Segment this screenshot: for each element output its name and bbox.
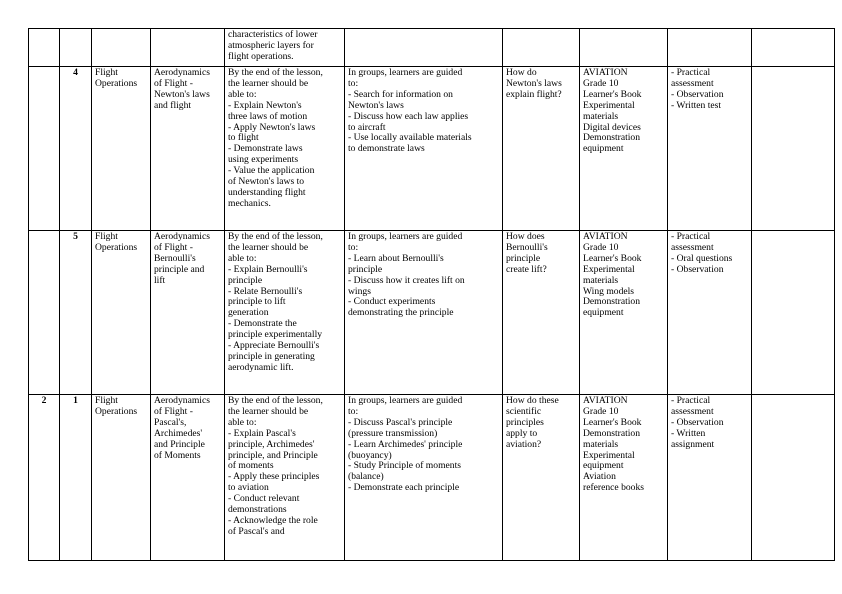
cell-text-line: equipment: [583, 143, 624, 155]
cell-text-line: demonstrating the principle: [348, 307, 454, 319]
cell-text-line: Demonstration: [583, 296, 641, 308]
cell-text-line: to:: [348, 77, 359, 89]
cell-text-line: - Practical: [671, 395, 711, 406]
cell-text-line: - Demonstrate laws: [228, 143, 303, 155]
cell-text-line: - Observation: [671, 263, 724, 275]
cell-text-line: Grade 10: [583, 241, 619, 253]
cell-text-line: AVIATION: [583, 395, 628, 406]
assessment-methods-cell: [668, 395, 752, 561]
week-cell: [29, 29, 60, 67]
cell-text-line: - Explain Newton's: [228, 99, 302, 111]
cell-text-line: scientific: [506, 405, 542, 417]
cell-text-line: - Discuss how each law applies: [348, 110, 469, 122]
cell-text-line: - Written test: [671, 99, 722, 111]
strand-cell: [92, 395, 151, 561]
cell-text-line: and flight: [154, 99, 192, 111]
cell-text-line: - Demonstrate each principle: [348, 482, 460, 494]
learning-outcomes-cell: [225, 231, 345, 395]
cell-text-line: principle experimentally: [228, 329, 323, 341]
learning-outcomes-cell: [225, 29, 345, 67]
cell-text-line: materials: [583, 110, 619, 122]
cell-text-line: - Appreciate Bernoulli's: [228, 340, 320, 352]
cell-text-line: flight operations.: [228, 50, 294, 62]
cell-text-line: - Relate Bernoulli's: [228, 285, 303, 297]
cell-text-line: How do: [506, 67, 537, 78]
cell-text-line: - Learn about Bernoulli's: [348, 252, 444, 264]
cell-text-line: principle and: [154, 263, 205, 275]
learning-resources-cell: [580, 231, 668, 395]
cell-text-line: - Search for information on: [348, 88, 453, 100]
cell-text-line: the learner should be: [228, 77, 309, 89]
cell-text-line: Flight: [95, 395, 118, 406]
cell-text-line: explain flight?: [506, 88, 562, 100]
cell-text-line: apply to: [506, 427, 538, 439]
cell-text-line: Newton's laws: [506, 77, 562, 89]
cell-text-line: assessment: [671, 77, 714, 89]
cell-text-line: How do these: [506, 395, 559, 406]
strand-cell: [92, 29, 151, 67]
cell-text-line: - Conduct experiments: [348, 296, 436, 308]
cell-text-line: Aerodynamics: [154, 231, 210, 242]
cell-text-line: assessment: [671, 241, 714, 253]
cell-text-line: Operations: [95, 405, 138, 417]
cell-text-line: - Study Principle of moments: [348, 460, 461, 472]
cell-text-line: Aerodynamics: [154, 395, 210, 406]
cell-text-line: - Acknowledge the role: [228, 514, 318, 526]
cell-text-line: able to:: [228, 88, 257, 100]
table-row: [29, 67, 835, 231]
learning-experiences-cell: [345, 231, 503, 395]
cell-text-line: Wing models: [583, 285, 635, 297]
cell-text-line: (balance): [348, 471, 384, 483]
key-inquiry-question-cell: [503, 67, 580, 231]
cell-text-line: Flight: [95, 231, 118, 242]
reflection-cell: [752, 29, 835, 67]
cell-text-line: In groups, learners are guided: [348, 395, 463, 406]
learning-outcomes-cell: [225, 67, 345, 231]
sub-strand-cell: [151, 29, 225, 67]
strand-cell: [92, 231, 151, 395]
cell-text-line: materials: [583, 438, 619, 450]
cell-text-line: Demonstration: [583, 132, 641, 144]
cell-text-line: Operations: [95, 77, 138, 89]
cell-text-line: equipment: [583, 307, 624, 319]
cell-text-line: - Explain Bernoulli's: [228, 263, 308, 275]
cell-text-line: able to:: [228, 252, 257, 264]
cell-text-line: of Flight -: [154, 405, 193, 417]
cell-text-line: of Newton's laws to: [228, 176, 305, 188]
key-inquiry-question-cell: [503, 29, 580, 67]
cell-text-line: In groups, learners are guided: [348, 231, 463, 242]
table-body: [29, 29, 835, 561]
cell-text-line: principle: [348, 263, 383, 275]
cell-text-line: By the end of the lesson,: [228, 395, 323, 406]
cell-text-line: assessment: [671, 405, 714, 417]
cell-text-line: - Discuss Pascal's principle: [348, 416, 453, 428]
cell-text-line: to aviation: [228, 482, 269, 494]
cell-text-line: equipment: [583, 460, 624, 472]
cell-text-line: to:: [348, 241, 359, 253]
cell-text-line: Experimental: [583, 99, 635, 111]
cell-text-line: Archimedes': [154, 427, 203, 439]
cell-text-line: principles: [506, 416, 544, 428]
cell-text-line: Learner's Book: [583, 252, 642, 264]
cell-text-line: able to:: [228, 416, 257, 428]
cell-text-line: create lift?: [506, 263, 547, 275]
cell-text-line: characteristics of lower: [228, 29, 318, 40]
learning-resources-cell: [580, 395, 668, 561]
cell-text-line: - Explain Pascal's: [228, 427, 296, 439]
cell-text-line: wings: [348, 285, 371, 297]
cell-text-line: - Practical: [671, 231, 711, 242]
cell-text-line: - Apply Newton's laws: [228, 121, 316, 133]
cell-text-line: - Value the application: [228, 165, 315, 177]
cell-text-line: aerodynamic lift.: [228, 361, 294, 373]
cell-text-line: Grade 10: [583, 405, 619, 417]
lesson-cell: 5: [60, 231, 92, 395]
cell-text-line: of Moments: [154, 449, 201, 461]
learning-experiences-cell: [345, 29, 503, 67]
cell-text-line: three laws of motion: [228, 110, 308, 122]
cell-text-line: - Observation: [671, 416, 724, 428]
cell-text-line: lift: [154, 274, 166, 286]
cell-text-line: Digital devices: [583, 121, 641, 133]
reflection-cell: [752, 231, 835, 395]
week-cell: [29, 67, 60, 231]
table-row: [29, 29, 835, 67]
cell-text-line: Flight: [95, 67, 118, 78]
cell-text-line: atmospheric layers for: [228, 39, 314, 51]
cell-text-line: Operations: [95, 241, 138, 253]
cell-text-line: to demonstrate laws: [348, 143, 425, 155]
cell-text-line: - Discuss how it creates lift on: [348, 274, 465, 286]
cell-text-line: By the end of the lesson,: [228, 231, 323, 242]
cell-text-line: - Practical: [671, 67, 711, 78]
learning-experiences-cell: [345, 67, 503, 231]
cell-text-line: AVIATION: [583, 67, 628, 78]
learning-experiences-cell: [345, 395, 503, 561]
assessment-methods-cell: [668, 29, 752, 67]
cell-text-line: of Flight -: [154, 241, 193, 253]
week-cell: [29, 231, 60, 395]
cell-text-line: Learner's Book: [583, 88, 642, 100]
lesson-cell: [60, 29, 92, 67]
key-inquiry-question-cell: [503, 395, 580, 561]
cell-text-line: Experimental: [583, 263, 635, 275]
learning-outcomes-cell: [225, 395, 345, 561]
cell-text-line: principle to lift: [228, 296, 286, 308]
learning-resources-cell: [580, 29, 668, 67]
cell-text-line: Newton's laws: [154, 88, 210, 100]
cell-text-line: of Pascal's and: [228, 525, 285, 537]
cell-text-line: (buoyancy): [348, 449, 392, 461]
scheme-of-work-table: [28, 28, 835, 561]
cell-text-line: - Conduct relevant: [228, 493, 300, 505]
reflection-cell: [752, 67, 835, 231]
cell-text-line: By the end of the lesson,: [228, 67, 323, 78]
cell-text-line: materials: [583, 274, 619, 286]
cell-text-line: to:: [348, 405, 359, 417]
assessment-methods-cell: [668, 231, 752, 395]
cell-text-line: Learner's Book: [583, 416, 642, 428]
cell-text-line: understanding flight: [228, 186, 306, 198]
cell-text-line: mechanics.: [228, 197, 271, 209]
key-inquiry-question-cell: [503, 231, 580, 395]
sub-strand-cell: [151, 231, 225, 395]
lesson-cell: 4: [60, 67, 92, 231]
table-row: [29, 231, 835, 395]
cell-text-line: Newton's laws: [348, 99, 404, 111]
learning-resources-cell: [580, 67, 668, 231]
cell-text-line: Aviation: [583, 471, 616, 483]
cell-text-line: aviation?: [506, 438, 542, 450]
lesson-cell: 1: [60, 395, 92, 561]
cell-text-line: Bernoulli's: [506, 241, 548, 253]
cell-text-line: demonstrations: [228, 504, 287, 516]
reflection-cell: [752, 395, 835, 561]
cell-text-line: In groups, learners are guided: [348, 67, 463, 78]
cell-text-line: Grade 10: [583, 77, 619, 89]
cell-text-line: - Learn Archimedes' principle: [348, 438, 463, 450]
cell-text-line: Demonstration: [583, 427, 641, 439]
cell-text-line: of moments: [228, 460, 274, 472]
cell-text-line: of Flight -: [154, 77, 193, 89]
cell-text-line: to flight: [228, 132, 259, 144]
cell-text-line: principle, Archimedes': [228, 438, 315, 450]
sub-strand-cell: [151, 395, 225, 561]
cell-text-line: principle, and Principle: [228, 449, 318, 461]
cell-text-line: - Written: [671, 427, 706, 439]
sub-strand-cell: [151, 67, 225, 231]
cell-text-line: principle: [228, 274, 263, 286]
cell-text-line: Experimental: [583, 449, 635, 461]
cell-text-line: AVIATION: [583, 231, 628, 242]
cell-text-line: assignment: [671, 438, 715, 450]
week-cell: 2: [29, 395, 60, 561]
cell-text-line: the learner should be: [228, 405, 309, 417]
cell-text-line: principle in generating: [228, 350, 315, 362]
cell-text-line: - Oral questions: [671, 252, 733, 264]
strand-cell: [92, 67, 151, 231]
cell-text-line: the learner should be: [228, 241, 309, 253]
cell-text-line: - Use locally available materials: [348, 132, 472, 144]
assessment-methods-cell: [668, 67, 752, 231]
cell-text-line: principle: [506, 252, 541, 264]
cell-text-line: Bernoulli's: [154, 252, 196, 264]
cell-text-line: How does: [506, 231, 545, 242]
cell-text-line: Pascal's,: [154, 416, 187, 428]
cell-text-line: - Demonstrate the: [228, 318, 297, 330]
cell-text-line: to aircraft: [348, 121, 386, 133]
cell-text-line: generation: [228, 307, 269, 319]
cell-text-line: - Observation: [671, 88, 724, 100]
table-row: [29, 395, 835, 561]
cell-text-line: (pressure transmission): [348, 427, 438, 439]
cell-text-line: reference books: [583, 482, 644, 494]
cell-text-line: using experiments: [228, 154, 299, 166]
cell-text-line: - Apply these principles: [228, 471, 320, 483]
cell-text-line: Aerodynamics: [154, 67, 210, 78]
cell-text-line: and Principle: [154, 438, 205, 450]
